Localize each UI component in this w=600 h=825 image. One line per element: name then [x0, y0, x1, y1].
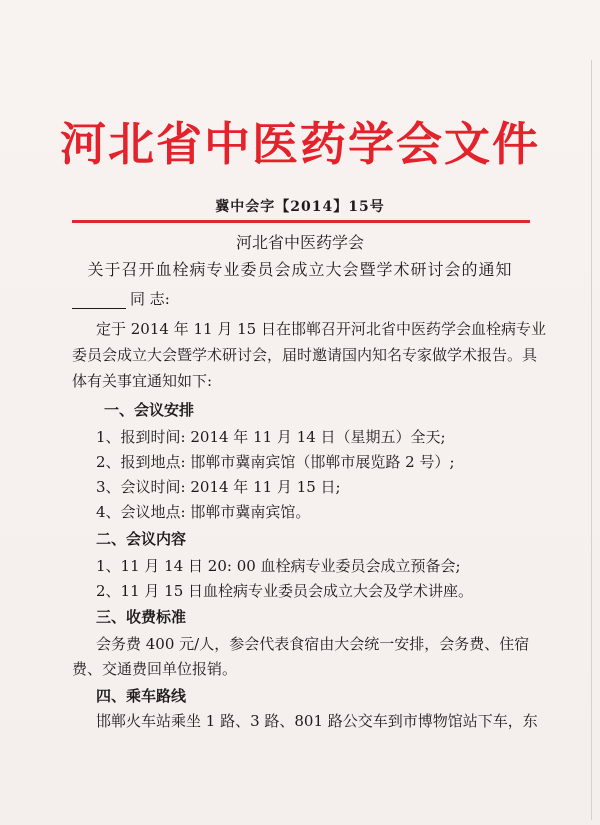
section-item: 4、会议地点: 邯郸市冀南宾馆。: [96, 503, 311, 521]
intro-line: 定于 2014 年 11 月 15 日在邯郸召开河北省中医药学会血栓病专业: [96, 320, 546, 338]
section-heading: 一、会议安排: [104, 401, 195, 419]
section-item: 邯郸火车站乘坐 1 路、3 路、801 路公交车到市博物馆站下车，东: [96, 712, 538, 730]
section-item: 1、报到时间: 2014 年 11 月 14 日（星期五）全天;: [96, 428, 446, 446]
intro-line: 体有关事宜通知如下:: [72, 372, 213, 390]
section-item: 2、11 月 15 日血栓病专业委员会成立大会及学术讲座。: [96, 582, 474, 600]
notice-subject: 关于召开血栓病专业委员会成立大会暨学术研讨会的通知: [87, 260, 513, 279]
name-blank: [72, 294, 126, 309]
section-item: 2、报到地点: 邯郸市冀南宾馆（邯郸市展览路 2 号）;: [96, 453, 455, 471]
salutation-text: 同 志:: [130, 290, 170, 308]
section-item: 1、11 月 14 日 20: 00 血栓病专业委员会成立预备会;: [96, 557, 461, 575]
section-item: 会务费 400 元/人，参会代表食宿由大会统一安排，会务费、住宿: [96, 635, 530, 653]
section-heading: 二、会议内容: [96, 530, 187, 548]
header-title: 河北省中医药学会文件: [60, 117, 540, 171]
red-divider: [72, 220, 530, 223]
section-item: 费、交通费回单位报销。: [72, 660, 238, 678]
section-item: 3、会议时间: 2014 年 11 月 15 日;: [96, 478, 341, 496]
organization-name: 河北省中医药学会: [235, 233, 364, 252]
section-heading: 三、收费标准: [96, 608, 187, 626]
section-heading: 四、乘车路线: [96, 687, 187, 705]
salutation: [72, 288, 170, 309]
document-number: 冀中会字【2014】15号: [215, 199, 385, 215]
page-edge: [591, 60, 592, 820]
intro-line: 委员会成立大会暨学术研讨会，届时邀请国内知名专家做学术报告。具: [72, 346, 538, 364]
